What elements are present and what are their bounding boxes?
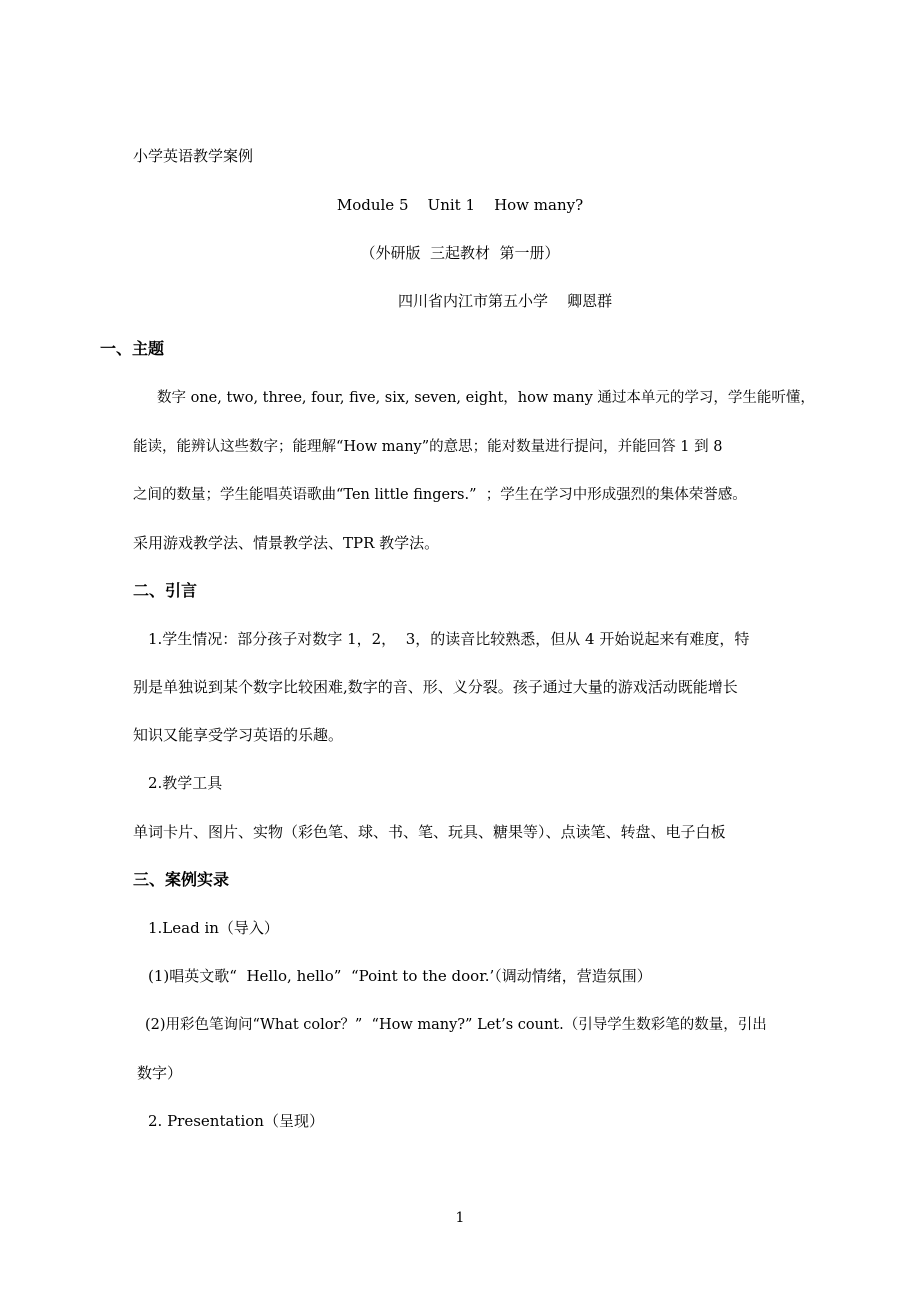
document-title: Module 5 Unit 1 How many? xyxy=(336,196,584,214)
paragraph-line: (1)唱英文歌“ Hello, hello” “Point to the door.’（调动情绪，营造氛围） xyxy=(148,967,652,985)
paragraph-line: 2.教学工具 xyxy=(148,774,223,792)
paragraph-line: 数字） xyxy=(137,1064,183,1082)
paragraph-line: 1.学生情况：部分孩子对数字 1，2， 3，的读音比较熟悉，但从 4 开始说起来有难度，特 xyxy=(148,630,750,648)
paragraph-line: 数字 one, two, three, four, five, six, seven, eight，how many 通过本单元的学习，学生能听懂， xyxy=(157,390,815,406)
paragraph-line: 之间的数量；学生能唱英语歌曲“Ten little fingers.” ；学生在学习中形成强烈的集体荣誉感。 xyxy=(133,487,747,503)
paragraph-line: 2. Presentation（呈现） xyxy=(148,1112,324,1130)
document-category: 小学英语教学案例 xyxy=(133,147,254,165)
page-number: 1 xyxy=(455,1210,465,1226)
section-heading-case-record: 三、案例实录 xyxy=(133,870,230,889)
paragraph-line: 别是单独说到某个数字比较困难,数字的音、形、义分裂。孩子通过大量的游戏活动既能增长 xyxy=(133,678,738,696)
paragraph-line: (2)用彩色笔询问“What color？” “How many?” Let’s count.（引导学生数彩笔的数量，引出 xyxy=(145,1017,767,1033)
paragraph-line: 单词卡片、图片、实物（彩色笔、球、书、笔、玩具、糖果等）、点读笔、转盘、电子白板 xyxy=(133,823,726,841)
document-subtitle: （外研版 三起教材 第一册） xyxy=(360,244,560,262)
paragraph-line: 知识又能享受学习英语的乐趣。 xyxy=(133,726,344,744)
paragraph-line: 1.Lead in（导入） xyxy=(148,919,279,937)
paragraph-line: 采用游戏教学法、情景教学法、TPR 教学法。 xyxy=(133,534,440,552)
section-heading-theme: 一、主题 xyxy=(100,339,165,358)
section-heading-introduction: 二、引言 xyxy=(133,581,198,600)
paragraph-line: 能读，能辨认这些数字；能理解“How many”的意思；能对数量进行提问，并能回答 1 到 8 xyxy=(133,439,723,455)
document-author: 四川省内江市第五小学 卿恩群 xyxy=(398,292,613,310)
